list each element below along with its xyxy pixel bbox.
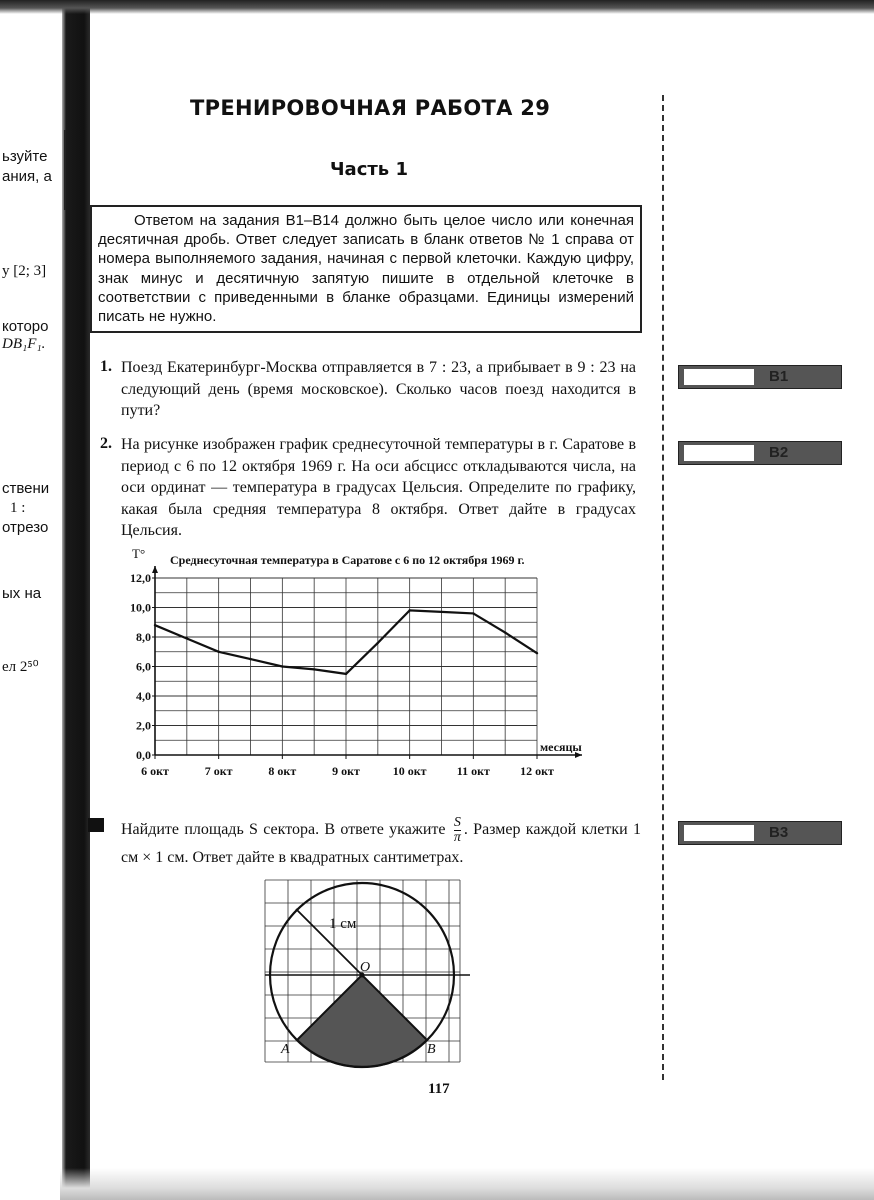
data-point [472,612,474,614]
answer-box-b1[interactable] [678,365,842,389]
data-point [345,673,347,675]
y-axis-arrow [152,566,158,573]
frac-numerator: S [453,815,461,830]
answer-box-b2[interactable] [678,441,842,465]
task-b2-text: На рисунке изображен график среднесуточной температуры в г. Саратове в период с 6 по 12 октября 1969 г. На оси абсцисс откладываются числа, на оси ординат — температура в градусах Цельсия. Определите по графику, какая была средняя температура 8 октября. Ответ дайте в градусах Цельсия. [121,436,636,539]
chart-ylabel: T° [132,546,146,561]
y-tick-label: 0,0 [136,748,151,762]
data-point [186,637,188,639]
answer-label-b2: B2 [769,444,789,461]
data-point [249,658,251,660]
task-b3-number-mark [88,818,104,832]
answer-cell[interactable] [684,825,754,841]
page-number: 117 [428,1081,450,1097]
x-tick-label: 8 окт [268,764,297,778]
data-point [504,631,506,633]
answer-cell[interactable] [684,369,754,385]
margin-text-7: 1 : [10,500,26,516]
bottom-edge [60,1168,874,1200]
x-tick-label: 6 окт [141,764,169,778]
page-title: ТРЕНИРОВОЧНАЯ РАБОТА 29 [190,96,551,120]
answer-box-b3[interactable] [678,821,842,845]
margin-text-8: отрезо [2,519,49,536]
data-point [217,651,219,653]
data-point [408,609,410,611]
top-shadow [0,0,874,14]
label-center: O [360,960,371,975]
x-tick-label: 12 окт [520,764,554,778]
part-heading: Часть 1 [330,159,408,180]
task-b3-text-after: . Размер каждой клетки 1 см × 1 см. Ответ дайте в квадратных сантиметрах. [121,821,642,866]
task-b2-number: 2. [100,435,112,452]
sector-figure [255,872,470,1072]
chart-xlabel: месяцы [540,740,582,754]
label-a: A [281,1042,290,1057]
data-point [281,665,283,667]
y-tick-label: 6,0 [136,659,151,674]
shaded-sector [297,975,427,1067]
task-b1-number: 1. [100,358,112,375]
answer-cell[interactable] [684,445,754,461]
margin-text-4: которо [2,318,49,335]
margin-text-5: DB₁F₁. [2,336,46,352]
margin-text-6: ствени [2,480,50,497]
y-tick-label: 4,0 [136,689,151,703]
x-tick-label: 10 окт [392,764,427,778]
data-point [313,668,315,670]
x-tick-label: 7 окт [204,764,233,778]
y-tick-label: 12,0 [130,571,151,585]
x-tick-label: 9 окт [332,764,360,778]
margin-text-10: ел 2⁵⁰ [2,659,39,675]
chart-title: Среднесуточная температура в Саратове с 6 по 12 октября 1969 г. [170,553,525,567]
y-tick-label: 2,0 [136,718,151,733]
label-radius: 1 см [329,916,357,932]
margin-text-1: ьзуйте [2,148,48,165]
answer-label-b1: B1 [769,368,789,385]
cut-line [662,95,664,1080]
margin-text-9: ых на [2,585,42,602]
instructions-box: Ответом на задания B1–B14 должно быть целое число или конечная десятичная дробь. Ответ следует записать в бланк ответов № 1 справа от номера выполняемого задания, начиная с первой клеточки. Каждую цифру, знак минус и десятичную запятую пишите в отдельной клеточке в соответствии с приведенными в бланке образцами. Единицы измерений писать не нужно. [90,205,642,333]
margin-text-2: ания, а [2,168,52,185]
y-tick-label: 10,0 [130,600,151,615]
y-tick-label: 8,0 [136,630,151,644]
frac-denominator: π [453,830,461,845]
temperature-chart [110,538,600,790]
data-point [377,642,379,644]
data-point [536,652,538,654]
task-b3-text [121,816,641,871]
task-b1-text: Поезд Екатеринбург-Москва отправляется в 7 : 23, а прибывает в 9 : 23 на следующий день (время московское). Сколько часов поезд находится в пути? [121,359,636,419]
task-b3-text-before: Найдите площадь S сектора. В ответе укажите [121,821,446,839]
margin-text-3: у [2; 3] [2,263,47,279]
fraction [454,816,461,845]
label-b: B [427,1042,436,1057]
data-point [154,624,156,626]
x-tick-label: 11 окт [456,764,490,778]
answer-label-b3: B3 [769,824,789,841]
data-point [440,611,442,613]
